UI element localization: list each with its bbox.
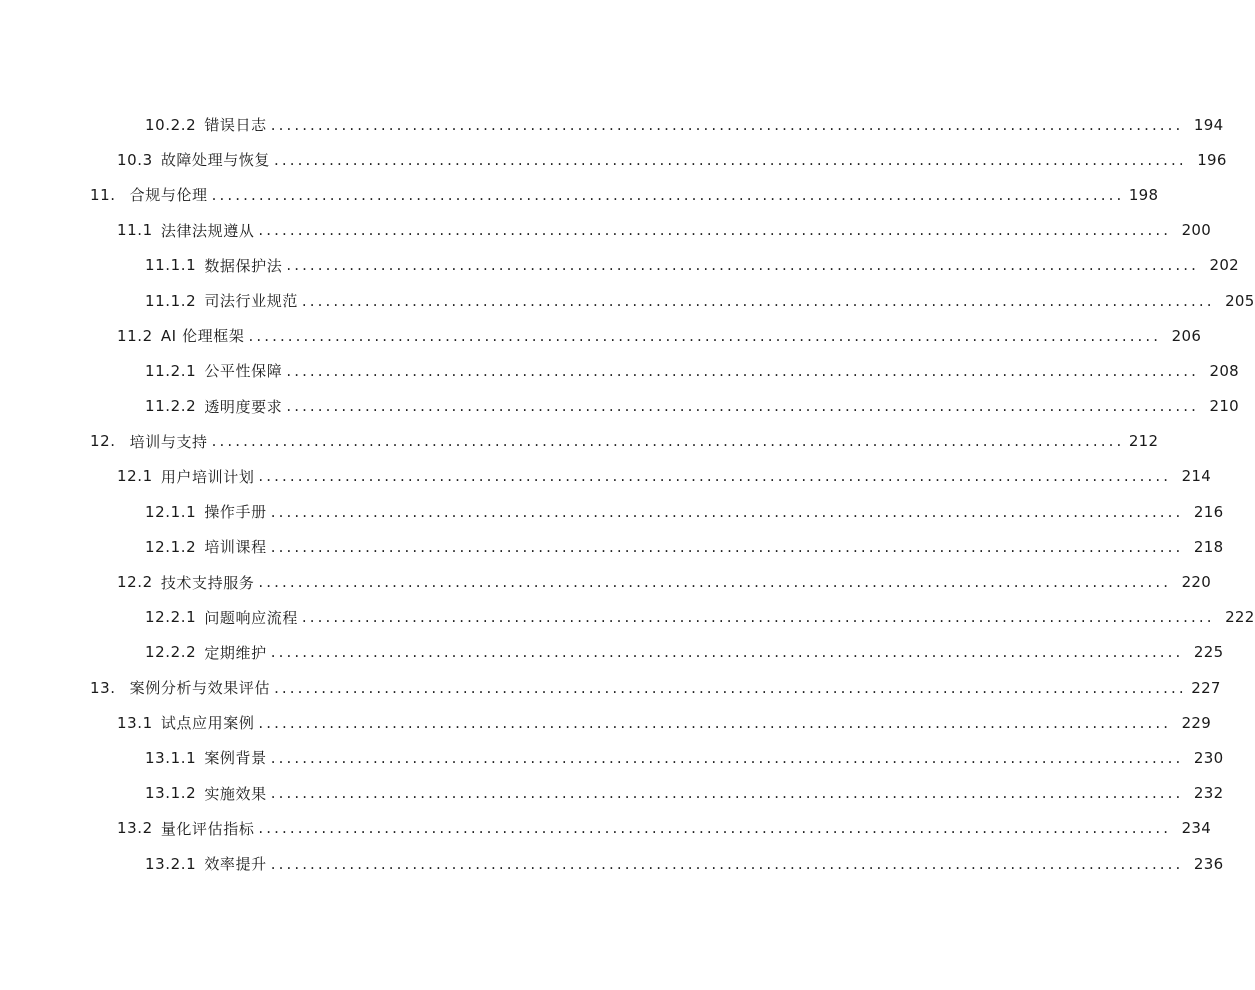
page-number: 218 [1193, 537, 1224, 556]
page-number: 200 [1181, 221, 1212, 240]
section-number: 13.2 [117, 819, 153, 838]
section-title: 案例分析与效果评估 [129, 679, 271, 698]
dot-leader: .................................................................................................................... [248, 326, 1162, 345]
page-number: 234 [1181, 819, 1212, 838]
toc-entry[interactable] [0, 600, 1255, 635]
dot-leader: .................................................................................................................... [258, 221, 1172, 240]
section-number: 12.2.2 [145, 643, 197, 662]
section-title: 数据保护法 [204, 256, 283, 275]
dot-leader: .................................................................................................................... [270, 784, 1184, 803]
section-title: 法律法规遵从 [160, 221, 255, 240]
dot-leader: .................................................................................................................... [286, 361, 1200, 380]
toc-entry[interactable] [0, 635, 1224, 670]
section-number: 13.1 [117, 713, 153, 732]
dot-leader: .................................................................................................................... [270, 502, 1184, 521]
dot-leader: .................................................................................................................... [270, 748, 1184, 767]
toc-entry[interactable] [0, 705, 1212, 740]
page-number: 222 [1225, 608, 1255, 627]
section-number: 11.2.2 [145, 397, 197, 416]
dot-leader: .................................................................................................................... [270, 115, 1184, 134]
section-number: 11.1.2 [145, 291, 197, 310]
dot-leader: .................................................................................................................... [301, 608, 1215, 627]
section-number: 10.2.2 [145, 115, 197, 134]
toc-entry[interactable] [0, 142, 1227, 177]
page-number: 216 [1193, 502, 1224, 521]
section-title: 用户培训计划 [160, 467, 255, 486]
toc-entry[interactable] [0, 389, 1240, 424]
page-number: 227 [1191, 678, 1221, 697]
page-number: 196 [1197, 150, 1227, 169]
section-number: 13.1.2 [145, 784, 197, 803]
section-title: 培训课程 [204, 538, 267, 557]
page-number: 212 [1128, 432, 1159, 451]
dot-leader: .................................................................................................................... [270, 854, 1184, 873]
section-number: 12.1.1 [145, 502, 197, 521]
dot-leader: .................................................................................................................... [258, 713, 1172, 732]
section-title: 技术支持服务 [160, 573, 255, 592]
section-title: 公平性保障 [204, 362, 283, 381]
section-number: 12.2.1 [145, 608, 197, 627]
section-number: 10.3 [117, 150, 153, 169]
section-number: 13.2.1 [145, 854, 197, 873]
section-title: AI 伦理框架 [160, 327, 245, 346]
toc-entry[interactable] [0, 283, 1255, 318]
dot-leader: .................................................................................................................... [270, 643, 1184, 662]
page-number: 210 [1209, 397, 1240, 416]
page-number: 230 [1193, 748, 1224, 767]
section-number: 11. [90, 185, 116, 204]
section-number: 11.2 [117, 326, 153, 345]
section-title: 培训与支持 [129, 432, 208, 451]
page-number: 198 [1128, 185, 1159, 204]
page-number: 208 [1209, 361, 1240, 380]
dot-leader: .................................................................................................................... [258, 573, 1172, 592]
section-title: 故障处理与恢复 [160, 151, 271, 170]
page-number: 205 [1225, 291, 1255, 310]
dot-leader: .................................................................................................................... [211, 432, 1125, 451]
section-number: 13. [90, 678, 116, 697]
toc-entry[interactable] [0, 529, 1224, 564]
section-title: 实施效果 [204, 784, 267, 803]
toc-entry[interactable] [0, 846, 1224, 881]
section-title: 错误日志 [204, 116, 267, 135]
section-number: 13.1.1 [145, 748, 197, 767]
section-number: 12.2 [117, 573, 153, 592]
section-number: 12.1 [117, 467, 153, 486]
section-number: 12.1.2 [145, 537, 197, 556]
toc-entry[interactable] [0, 318, 1202, 353]
page-number: 236 [1193, 854, 1224, 873]
page-number: 229 [1181, 713, 1212, 732]
toc-entry[interactable] [0, 177, 1159, 212]
section-number: 12. [90, 432, 116, 451]
dot-leader: .................................................................................................................... [274, 150, 1187, 169]
section-title: 合规与伦理 [129, 186, 208, 205]
section-title: 透明度要求 [204, 397, 283, 416]
section-title: 量化评估指标 [160, 819, 255, 838]
toc-entry[interactable] [0, 248, 1240, 283]
section-title: 操作手册 [204, 503, 267, 522]
section-number: 11.2.1 [145, 361, 197, 380]
toc-entry[interactable] [0, 811, 1212, 846]
toc-entry[interactable] [0, 353, 1240, 388]
section-title: 司法行业规范 [204, 292, 298, 311]
dot-leader: .................................................................................................................... [286, 397, 1200, 416]
section-title: 试点应用案例 [160, 714, 255, 733]
toc-entry[interactable] [0, 107, 1224, 142]
toc-entry[interactable] [0, 424, 1159, 459]
section-title: 问题响应流程 [204, 608, 298, 627]
toc-entry[interactable] [0, 564, 1212, 599]
dot-leader: .................................................................................................................... [286, 256, 1200, 275]
section-number: 11.1 [117, 221, 153, 240]
page-number: 194 [1193, 115, 1224, 134]
toc-entry[interactable] [0, 459, 1212, 494]
toc-entry[interactable] [0, 494, 1224, 529]
section-number: 11.1.1 [145, 256, 197, 275]
section-title: 定期维护 [204, 643, 267, 662]
toc-entry[interactable] [0, 740, 1224, 775]
table-of-contents [0, 107, 1255, 881]
page-number: 225 [1193, 643, 1224, 662]
dot-leader: .................................................................................................................... [270, 537, 1184, 556]
page-number: 232 [1193, 784, 1224, 803]
toc-entry[interactable] [0, 776, 1224, 811]
toc-entry[interactable] [0, 213, 1212, 248]
page-number: 220 [1181, 573, 1212, 592]
page-number: 206 [1171, 326, 1202, 345]
dot-leader: .................................................................................................................... [258, 467, 1172, 486]
toc-entry[interactable] [0, 670, 1221, 705]
page-number: 202 [1209, 256, 1240, 275]
dot-leader: .................................................................................................................... [211, 185, 1125, 204]
section-title: 效率提升 [204, 855, 267, 874]
dot-leader: .................................................................................................................... [258, 819, 1172, 838]
section-title: 案例背景 [204, 749, 267, 768]
page-number: 214 [1181, 467, 1212, 486]
dot-leader: .................................................................................................................... [274, 678, 1187, 697]
dot-leader: .................................................................................................................... [301, 291, 1215, 310]
